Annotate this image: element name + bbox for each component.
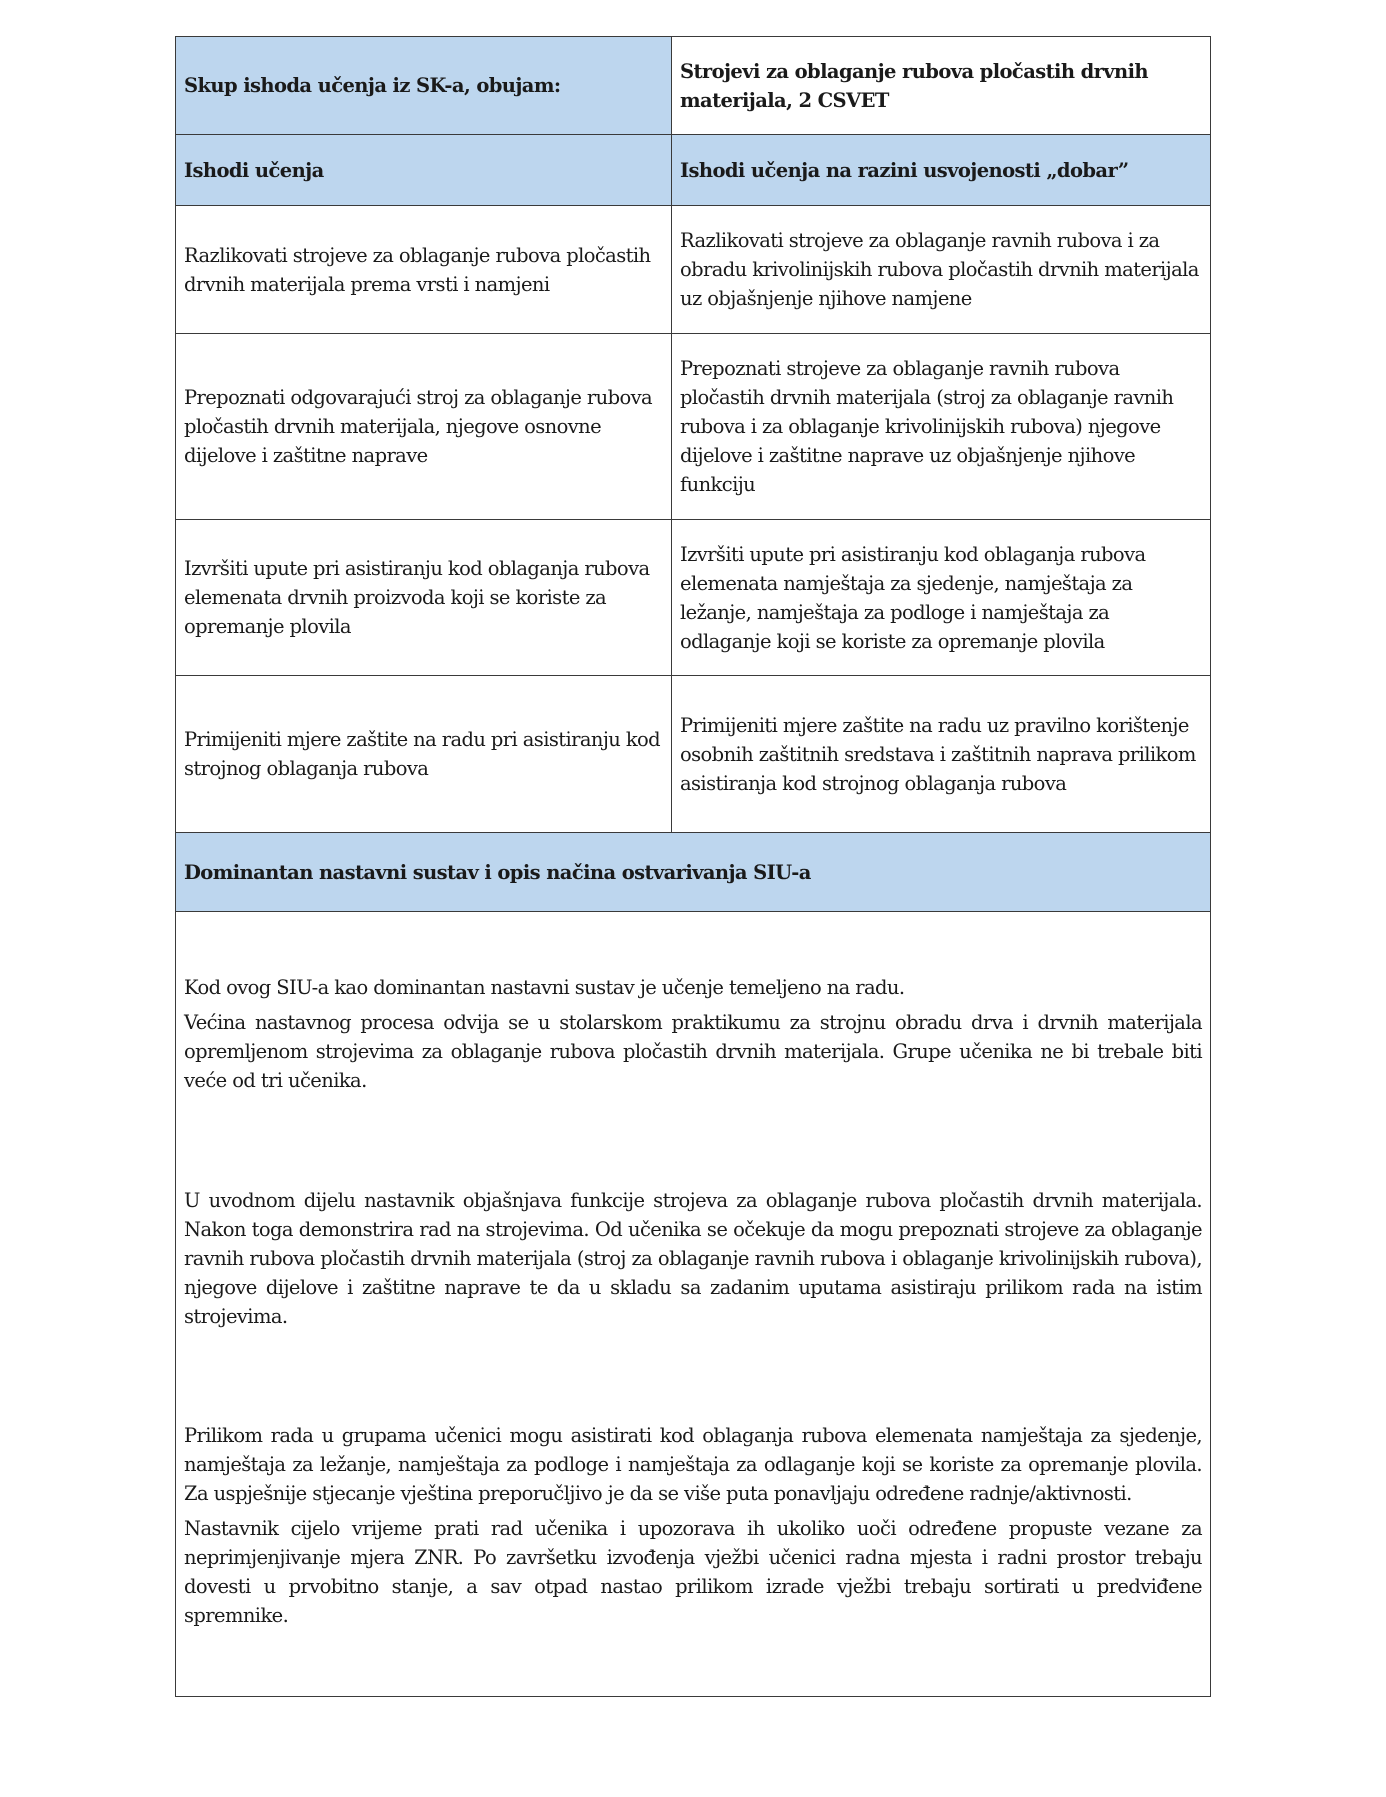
- body-paragraph: Nastavnik cijelo vrijeme prati rad učenika i upozorava ih ukoliko uoči određene propuste vezane za neprimjenjivanje mjera ZNR. Po završetku izvođenja vježbi učenici radna mjesta i radni prostor trebaju dovesti u prvobitno stanje, a sav otpad nastao prilikom izrade vježbi trebaju sortirati u predviđene spremnike.: [184, 1516, 1202, 1627]
- section-body: [176, 912, 1211, 1697]
- table-row: [176, 676, 1211, 833]
- title-row: [176, 37, 1211, 135]
- good-level-cell: Prepoznati strojeve za oblaganje ravnih rubova pločastih drvnih materijala (stroj za oblaganje ravnih rubova i za oblaganje krivolinijskih rubova) njegove dijelove i zaštitne naprave uz objašnjenje njihove funkciju: [672, 334, 1211, 520]
- column-header-outcomes: Ishodi učenja: [176, 135, 672, 206]
- body-paragraph: Prilikom rada u grupama učenici mogu asistirati kod oblaganja rubova elemenata namještaja za sjedenje, namještaja za ležanje, namještaja za podloge i namještaja za odlaganje koji se koriste za opremanje plovila. Za uspješnije stjecanje vještina preporučljivo je da se više puta ponavljaju određene radnje/aktivnosti.: [184, 1423, 1202, 1505]
- body-paragraph: Kod ovog SIU-a kao dominantan nastavni sustav je učenje temeljeno na radu.: [184, 975, 905, 999]
- learning-outcomes-table: [175, 36, 1211, 1697]
- column-header-good-level: Ishodi učenja na razini usvojenosti „dobar”: [672, 135, 1211, 206]
- table-row: [176, 334, 1211, 520]
- section-body-row: [176, 912, 1211, 1697]
- body-paragraph: U uvodnom dijelu nastavnik objašnjava funkcije strojeva za oblaganje rubova pločastih drvnih materijala. Nakon toga demonstrira rad na strojevima. Od učenika se očekuje da mogu prepoznati strojeve za oblaganje ravnih rubova pločastih drvnih materijala (stroj za oblaganje ravnih rubova i oblaganje krivolinijskih rubova), njegove dijelove i zaštitne naprave te da u skladu sa zadanim uputama asistiraju prilikom rada na istim strojevima.: [184, 1188, 1202, 1328]
- outcome-cell: Razlikovati strojeve za oblaganje rubova pločastih drvnih materijala prema vrsti i namjeni: [176, 206, 672, 334]
- outcome-cell: Prepoznati odgovarajući stroj za oblaganje rubova pločastih drvnih materijala, njegove osnovne dijelove i zaštitne naprave: [176, 334, 672, 520]
- outcome-cell: Izvršiti upute pri asistiranju kod oblaganja rubova elemenata drvnih proizvoda koji se koriste za opremanje plovila: [176, 520, 672, 676]
- table-row: [176, 520, 1211, 676]
- table-row: [176, 206, 1211, 334]
- outcome-set-value: Strojevi za oblaganje rubova pločastih drvnih materijala, 2 CSVET: [672, 37, 1211, 135]
- spacer: [184, 1337, 1202, 1421]
- column-header-row: [176, 135, 1211, 206]
- document-page: [175, 36, 1210, 1697]
- body-paragraph: Većina nastavnog procesa odvija se u stolarskom praktikumu za strojnu obradu drva i drvnih materijala opremljenom strojevima za oblaganje rubova pločastih drvnih materijala. Grupe učenika ne bi trebale biti veće od tri učenika.: [184, 1010, 1202, 1092]
- good-level-cell: Izvršiti upute pri asistiranju kod oblaganja rubova elemenata namještaja za sjedenje, namještaja za ležanje, namještaja za podloge i namještaja za odlaganje koji se koriste za opremanje plovila: [672, 520, 1211, 676]
- good-level-cell: Razlikovati strojeve za oblaganje ravnih rubova i za obradu krivolinijskih rubova pločastih drvnih materijala uz objašnjenje njihove namjene: [672, 206, 1211, 334]
- outcome-set-label: Skup ishoda učenja iz SK-a, obujam:: [176, 37, 672, 135]
- section-title: Dominantan nastavni sustav i opis načina ostvarivanja SIU-a: [176, 833, 1211, 912]
- section-header-row: [176, 833, 1211, 912]
- outcome-cell: Primijeniti mjere zaštite na radu pri asistiranju kod strojnog oblaganja rubova: [176, 676, 672, 833]
- spacer: [184, 1101, 1202, 1186]
- good-level-cell: Primijeniti mjere zaštite na radu uz pravilno korištenje osobnih zaštitnih sredstava i zaštitnih naprava prilikom asistiranja kod strojnog oblaganja rubova: [672, 676, 1211, 833]
